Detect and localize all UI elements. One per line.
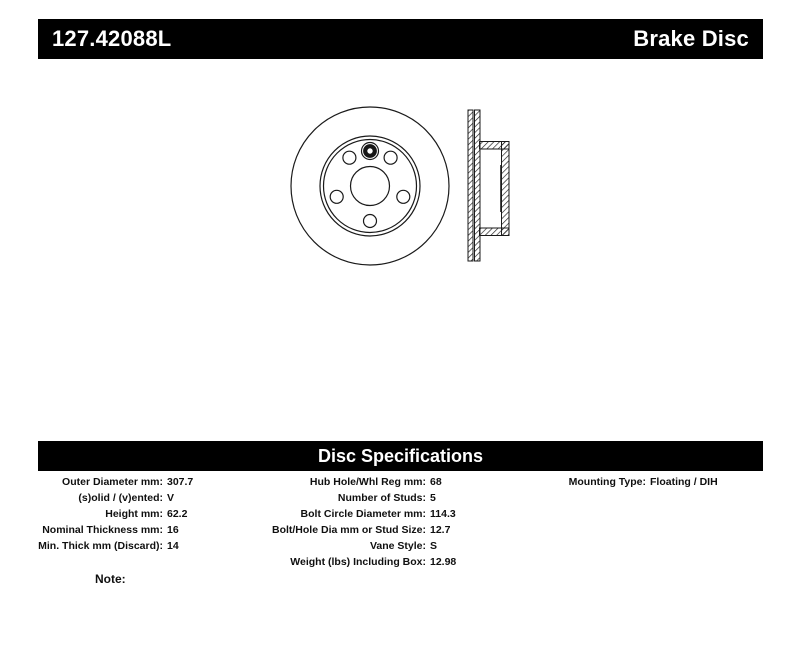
spec-label: Weight (lbs) Including Box: [290,556,426,568]
spec-value: S [430,540,438,552]
spec-row [270,490,456,506]
spec-label: Nominal Thickness mm: [42,524,163,536]
stud-hole [364,215,377,228]
spec-label: (s)olid / (v)ented: [78,492,163,504]
brake-disc-cross-section [468,110,509,261]
stud-hole [330,190,343,203]
spec-value: 62.2 [167,508,188,520]
spec-column-left [28,474,193,554]
spec-label: Height mm: [105,508,163,520]
spec-value: 14 [167,540,179,552]
spec-row [28,490,193,506]
header-bar [38,19,763,59]
center-bore-circle [351,167,390,206]
spec-label: Hub Hole/Whl Reg mm: [309,476,426,488]
spec-value: 68 [430,476,442,488]
spec-column-right [550,474,718,490]
spec-row [270,474,456,490]
spec-value: 16 [167,524,179,536]
spec-row [550,474,718,490]
spec-value: Floating / DIH [650,476,718,488]
spec-row [28,474,193,490]
hub-circle-outer [320,136,420,236]
spec-label: Outer Diameter mm: [62,476,163,488]
stud-hole [397,190,410,203]
spec-value: 114.3 [430,508,456,520]
spec-row [270,506,456,522]
note-label: Note: [95,572,126,586]
spec-section-header [38,441,763,471]
brake-disc-technical-drawing [280,95,530,280]
spec-value: V [167,492,175,504]
spec-row [270,554,456,570]
stud-hole [343,151,356,164]
spec-label: Vane Style: [369,540,426,552]
spec-label: Bolt/Hole Dia mm or Stud Size: [271,524,426,536]
part-number: 127.42088L [52,26,172,51]
spec-label: Mounting Type: [568,476,646,488]
product-title: Brake Disc [633,26,749,51]
spec-row [28,538,193,554]
spec-label: Min. Thick mm (Discard): [38,540,163,552]
hub-circle-inner [324,140,417,233]
spec-row [28,522,193,538]
spec-section-title: Disc Specifications [317,445,484,466]
spec-row [270,538,456,554]
spec-value: 307.7 [167,476,194,488]
stud-hole [384,151,397,164]
outer-diameter-circle [291,107,449,265]
friction-plate-inboard [475,110,481,261]
hat-bottom-flange [480,228,510,236]
spec-value: 12.7 [430,524,451,536]
wheel-stud-marker [362,143,379,160]
friction-plate-outboard [468,110,473,261]
spec-value: 12.98 [430,556,457,568]
spec-label: Number of Studs: [337,492,426,504]
spec-column-middle [270,474,456,570]
spec-value: 5 [430,492,436,504]
spec-row [270,522,456,538]
spec-row [28,506,193,522]
brake-disc-front-view [291,107,449,265]
spec-label: Bolt Circle Diameter mm: [300,508,426,520]
hat-mounting-face [502,142,510,236]
